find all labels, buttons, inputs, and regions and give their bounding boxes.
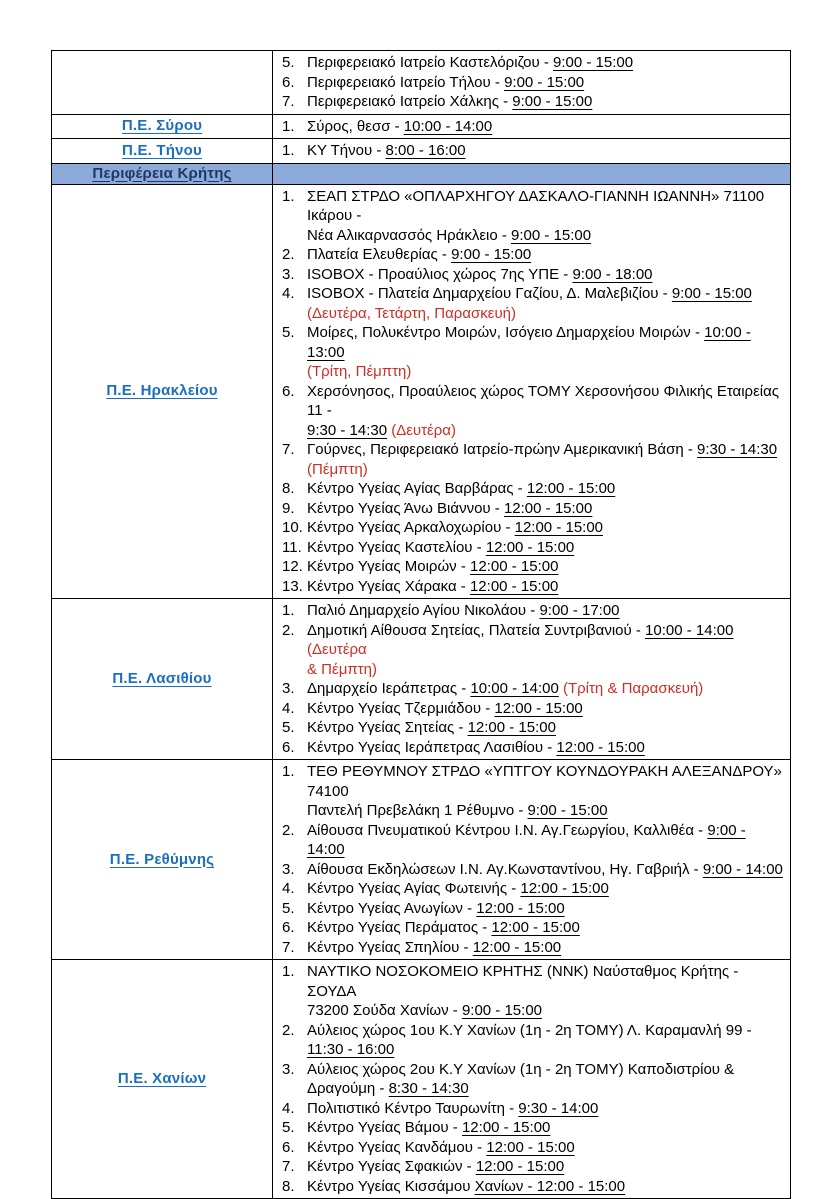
location-text: Κέντρο Υγείας Σφακιών - xyxy=(307,1158,476,1175)
hours-text: 12:00 - 15:00 xyxy=(491,919,580,936)
hours-text: 10:00 - 13:00 xyxy=(307,324,751,361)
item-number: 3. xyxy=(282,265,295,283)
region-link[interactable]: Π.Ε. Ρεθύμνης xyxy=(109,850,215,868)
item-text xyxy=(307,1177,784,1197)
hours-text: 9:00 - 14:00 xyxy=(307,821,746,858)
item-number: 4. xyxy=(282,1099,295,1117)
location-item xyxy=(282,1177,784,1197)
item-number: 8. xyxy=(282,1177,295,1195)
location-text: Περιφερειακό Ιατρείο Καστελόριζου - xyxy=(307,54,554,71)
item-text xyxy=(307,323,784,382)
hours-text: 10:00 - 14:00 xyxy=(645,621,734,639)
hours-text: 12:00 - 15:00 xyxy=(467,719,556,736)
item-number: 4. xyxy=(282,880,295,897)
item-text xyxy=(307,187,784,246)
location-text: Κέντρο Υγείας Μοιρών - xyxy=(307,558,471,575)
hours-text: Χανίων - 12:00 - 15:00 xyxy=(474,1177,626,1195)
item-number: 1. xyxy=(282,187,295,205)
item-number: 8. xyxy=(282,480,295,497)
item-text xyxy=(307,538,784,558)
item-number: 10. xyxy=(282,519,303,536)
location-item xyxy=(282,1099,784,1119)
table-row xyxy=(52,139,791,164)
region-label-cell xyxy=(52,114,273,139)
vaccination-points-table-wrap xyxy=(51,50,791,1199)
hours-text: 10:00 - 14:00 xyxy=(470,680,559,697)
location-text: Παλιό Δημαρχείο Αγίου Νικολάου - xyxy=(307,602,540,619)
location-text: ISOBOX - Προαύλιος χώρος 7ης ΥΠΕ - xyxy=(307,265,573,283)
location-text: Κέντρο Υγείας Σπηλίου - xyxy=(307,938,473,956)
location-item xyxy=(282,117,784,137)
item-text xyxy=(307,479,784,499)
region-label-cell xyxy=(52,960,273,1199)
days-note: (Δευτέρα) xyxy=(387,421,456,439)
location-text: Πλατεία Ελευθερίας - xyxy=(307,246,452,263)
item-text xyxy=(307,821,784,860)
location-text: Κέντρο Υγείας Ανωγίων - xyxy=(307,899,477,917)
hours-text: 12:00 - 15:00 xyxy=(476,899,565,917)
item-number: 5. xyxy=(282,324,295,341)
hours-text: 9:00 - 15:00 xyxy=(511,226,592,244)
location-text: Πολιτιστικό Κέντρο Ταυρωνίτη - xyxy=(307,1099,519,1117)
hours-text: 12:00 - 15:00 xyxy=(472,938,562,956)
item-text xyxy=(307,73,784,93)
item-text xyxy=(307,440,784,479)
item-text xyxy=(307,1021,784,1060)
hours-text: 9:30 - 14:00 xyxy=(518,1099,599,1117)
location-text: ΝΑΥΤΙΚΟ ΝΟΣΟΚΟΜΕΙΟ ΚΡΗΤΗΣ (ΝΝΚ) Ναύσταθμος Κρήτης - ΣΟΥΔΑ xyxy=(307,963,739,1000)
location-text: Κέντρο Υγείας Χάρακα - xyxy=(307,577,470,595)
location-text: Αύλειος χώρος 2ου Κ.Υ Χανίων (1η - 2η ΤΟΜΥ) Καποδιστρίου & xyxy=(307,1060,735,1078)
location-text: Χερσόνησος, Προαύλειος χώρος ΤΟΜΥ Χερσονήσου Φιλικής Εταιρείας 11 - xyxy=(307,382,779,419)
location-item xyxy=(282,518,784,538)
item-number: 7. xyxy=(282,441,295,458)
locations-cell xyxy=(273,114,791,139)
hours-text: 12:00 - 15:00 xyxy=(494,699,583,717)
location-text: Κέντρο Υγείας Αγίας Φωτεινής - xyxy=(307,880,521,897)
item-number: 12. xyxy=(282,558,303,575)
item-number: 1. xyxy=(282,602,295,619)
location-text: Δημοτική Αίθουσα Σητείας, Πλατεία Συντριβανιού - xyxy=(307,621,646,639)
hours-text: 9:30 - 14:30 xyxy=(307,421,388,439)
item-number: 2. xyxy=(282,246,295,263)
location-item xyxy=(282,265,784,285)
location-text: Αίθουσα Πνευματικού Κέντρου Ι.Ν. Αγ.Γεωργίου, Καλλιθέα - xyxy=(307,821,708,839)
item-text xyxy=(307,557,784,577)
item-text xyxy=(307,92,784,112)
item-number: 6. xyxy=(282,1138,295,1156)
item-text xyxy=(307,1118,784,1138)
hours-text: 12:00 - 15:00 xyxy=(556,738,645,756)
item-text xyxy=(307,762,784,821)
hours-text: 12:00 - 15:00 xyxy=(461,1119,551,1136)
location-item xyxy=(282,382,784,441)
hours-text: 8:00 - 16:00 xyxy=(385,142,466,159)
item-number: 1. xyxy=(282,963,295,980)
location-item xyxy=(282,962,784,1021)
item-text xyxy=(307,899,784,919)
location-item xyxy=(282,918,784,938)
region-label-cell xyxy=(52,184,273,599)
hours-text: 9:00 - 17:00 xyxy=(539,602,620,619)
location-text: ΚΥ Τήνου - xyxy=(307,142,386,159)
location-text: Αύλειος χώρος 1ου Κ.Υ Χανίων (1η - 2η ΤΟΜΥ) Λ. Καραμανλή 99 - xyxy=(307,1021,752,1039)
hours-text: 12:00 - 15:00 xyxy=(526,480,616,497)
location-item xyxy=(282,245,784,265)
hours-text: 12:00 - 15:00 xyxy=(503,499,593,517)
location-text: Κέντρο Υγείας Καστελίου - xyxy=(307,538,486,556)
location-text: ISOBOX - Πλατεία Δημαρχείου Γαζίου, Δ. Μαλεβιζίου - xyxy=(307,285,672,302)
location-text: Κέντρο Υγείας Άνω Βιάννου - xyxy=(307,499,504,517)
location-item xyxy=(282,1118,784,1138)
item-text xyxy=(307,284,784,323)
hours-text: 9:00 - 15:00 xyxy=(461,1002,542,1019)
location-item xyxy=(282,499,784,519)
item-number: 4. xyxy=(282,699,295,717)
item-number: 7. xyxy=(282,93,295,110)
location-item xyxy=(282,738,784,758)
item-text xyxy=(307,860,784,880)
location-text: Νέα Αλικαρνασσός Ηράκλειο - xyxy=(307,226,512,244)
item-number: 6. xyxy=(282,73,295,91)
item-number: 5. xyxy=(282,1119,295,1136)
item-text xyxy=(307,718,784,738)
region-link[interactable]: Π.Ε. Σύρου xyxy=(121,117,203,135)
location-item xyxy=(282,1060,784,1099)
location-item xyxy=(282,601,784,621)
location-text: Κέντρο Υγείας Αγίας Βαρβάρας - xyxy=(307,480,527,497)
hours-text: 9:00 - 15:00 xyxy=(553,54,634,71)
locations-cell xyxy=(273,163,791,184)
region-label-cell xyxy=(52,51,273,115)
locations-cell xyxy=(273,760,791,960)
hours-text: 11:30 - 16:00 xyxy=(307,1041,395,1058)
location-text: Κέντρο Υγείας Κανδάμου - xyxy=(307,1138,487,1156)
days-note: (Πέμπτη) xyxy=(307,460,368,478)
item-text xyxy=(307,117,784,137)
location-item xyxy=(282,699,784,719)
locations-cell xyxy=(273,51,791,115)
regions-table xyxy=(51,50,791,1199)
location-item xyxy=(282,577,784,597)
hours-text: 9:00 - 14:00 xyxy=(702,860,783,878)
section-header-row xyxy=(52,163,791,184)
location-item xyxy=(282,1021,784,1060)
location-text: Κέντρο Υγείας Αρκαλοχωρίου - xyxy=(307,519,515,536)
item-text xyxy=(307,518,784,538)
hours-text: 9:00 - 15:00 xyxy=(504,73,585,91)
item-text xyxy=(307,601,784,621)
item-text xyxy=(307,879,784,899)
hours-text: 12:00 - 15:00 xyxy=(475,1158,565,1175)
location-text: Κέντρο Υγείας Ιεράπετρας Λασιθίου - xyxy=(307,738,557,756)
item-number: 6. xyxy=(282,919,295,936)
item-text xyxy=(307,499,784,519)
item-number: 1. xyxy=(282,763,295,780)
item-number: 3. xyxy=(282,1060,295,1078)
location-text: Γούρνες, Περιφερειακό Ιατρείο-πρώην Αμερικανική Βάση - xyxy=(307,441,698,458)
item-text xyxy=(307,679,784,699)
table-row xyxy=(52,960,791,1199)
item-text xyxy=(307,918,784,938)
location-text: 73200 Σούδα Χανίων - xyxy=(307,1002,462,1019)
location-text: Αίθουσα Εκδηλώσεων Ι.Ν. Αγ.Κωνσταντίνου, Ηγ. Γαβριήλ - xyxy=(307,860,703,878)
location-item xyxy=(282,323,784,382)
item-text xyxy=(307,962,784,1021)
hours-text: 12:00 - 15:00 xyxy=(469,577,559,595)
region-label-cell xyxy=(52,163,273,184)
location-item xyxy=(282,621,784,680)
location-text: Δραγούμη - xyxy=(307,1080,389,1097)
table-row xyxy=(52,184,791,599)
locations-cell xyxy=(273,599,791,760)
table-row xyxy=(52,599,791,760)
location-text: Παντελή Πρεβελάκη 1 Ρέθυμνο - xyxy=(307,802,528,819)
location-text: Κέντρο Υγείας Σητείας - xyxy=(307,719,468,736)
item-number: 13. xyxy=(282,577,303,595)
region-link[interactable]: Π.Ε. Τήνου xyxy=(122,141,202,159)
location-item xyxy=(282,762,784,821)
location-item xyxy=(282,860,784,880)
item-number: 1. xyxy=(282,117,295,135)
location-item xyxy=(282,679,784,699)
hours-text: 8:30 - 14:30 xyxy=(388,1080,469,1097)
item-number: 4. xyxy=(282,285,295,302)
item-number: 6. xyxy=(282,738,295,756)
hours-text: 9:00 - 15:00 xyxy=(671,285,752,302)
item-text xyxy=(307,1157,784,1177)
item-number: 2. xyxy=(282,821,295,839)
locations-cell xyxy=(273,184,791,599)
location-text: Δημαρχείο Ιεράπετρας - xyxy=(307,680,471,697)
location-text: Περιφερειακό Ιατρείο Τήλου - xyxy=(307,73,505,91)
item-text xyxy=(307,738,784,758)
location-item xyxy=(282,92,784,112)
location-item xyxy=(282,821,784,860)
location-text: Κέντρο Υγείας Περάματος - xyxy=(307,919,492,936)
location-item xyxy=(282,1157,784,1177)
hours-text: 9:00 - 18:00 xyxy=(572,265,653,283)
hours-text: 9:30 - 14:30 xyxy=(697,441,778,458)
item-text xyxy=(307,382,784,441)
item-number: 2. xyxy=(282,621,295,639)
item-text xyxy=(307,245,784,265)
region-label-cell xyxy=(52,760,273,960)
regions-table-body xyxy=(52,51,791,1199)
table-row xyxy=(52,760,791,960)
region-label-cell xyxy=(52,599,273,760)
days-note: (Δευτέρα, Τετάρτη, Παρασκευή) xyxy=(307,304,516,322)
item-text xyxy=(307,53,784,73)
item-text xyxy=(307,577,784,597)
location-text: Κέντρο Υγείας Τζερμιάδου - xyxy=(307,699,495,717)
item-text xyxy=(307,141,784,161)
location-item xyxy=(282,899,784,919)
region-link[interactable]: Π.Ε. Λασιθίου xyxy=(112,670,212,687)
days-note: (Δευτέρα xyxy=(307,641,367,658)
item-text xyxy=(307,1060,784,1099)
location-item xyxy=(282,479,784,499)
location-text: ΤΕΘ ΡΕΘΥΜΝΟΥ ΣΤΡΔΟ «ΥΠΤΓΟΥ ΚΟΥΝΔΟΥΡΑΚΗ ΑΛΕΞΑΝΔΡΟΥ» 74100 xyxy=(307,763,782,800)
location-item xyxy=(282,879,784,899)
region-link[interactable]: Π.Ε. Ηρακλείου xyxy=(106,382,218,400)
region-label-cell xyxy=(52,139,273,164)
days-note: & Πέμπτη) xyxy=(307,660,377,678)
location-text: Κέντρο Υγείας Βάμου - xyxy=(307,1119,462,1136)
item-text xyxy=(307,1138,784,1158)
item-number: 2. xyxy=(282,1021,295,1039)
hours-text: 12:00 - 15:00 xyxy=(520,880,609,897)
location-item xyxy=(282,53,784,73)
location-item xyxy=(282,187,784,246)
hours-text: 10:00 - 14:00 xyxy=(403,117,493,135)
location-text: ΣΕΑΠ ΣΤΡΔΟ «ΟΠΛΑΡΧΗΓΟΥ ΔΑΣΚΑΛΟ-ΓΙΑΝΝΗ ΙΩΑΝΝΗ» 71100 Ικάρου - xyxy=(307,187,765,224)
table-row xyxy=(52,51,791,115)
section-header-label: Περιφέρεια Κρήτης xyxy=(92,164,232,182)
location-item xyxy=(282,557,784,577)
item-number: 6. xyxy=(282,382,295,400)
item-text xyxy=(307,699,784,719)
item-number: 5. xyxy=(282,899,295,917)
hours-text: 12:00 - 15:00 xyxy=(485,538,575,556)
item-text xyxy=(307,265,784,285)
days-note: (Τρίτη & Παρασκευή) xyxy=(558,680,704,697)
item-number: 3. xyxy=(282,860,295,878)
location-item xyxy=(282,73,784,93)
days-note: (Τρίτη, Πέμπτη) xyxy=(307,363,412,380)
item-number: 9. xyxy=(282,499,295,517)
region-link[interactable]: Π.Ε. Χανίων xyxy=(117,1070,207,1087)
item-number: 7. xyxy=(282,938,295,956)
hours-text: 12:00 - 15:00 xyxy=(470,558,559,575)
item-text xyxy=(307,621,784,680)
table-row xyxy=(52,114,791,139)
item-text xyxy=(307,938,784,958)
location-item xyxy=(282,718,784,738)
item-number: 5. xyxy=(282,719,295,736)
hours-text: 9:00 - 15:00 xyxy=(451,246,532,263)
hours-text: 12:00 - 15:00 xyxy=(514,519,604,536)
item-text xyxy=(307,1099,784,1119)
locations-cell xyxy=(273,960,791,1199)
location-item xyxy=(282,440,784,479)
location-text: Μοίρες, Πολυκέντρο Μοιρών, Ισόγειο Δημαρχείου Μοιρών - xyxy=(307,324,705,341)
location-item xyxy=(282,538,784,558)
item-number: 11. xyxy=(282,538,302,556)
location-text: Περιφερειακό Ιατρείο Χάλκης - xyxy=(307,93,513,110)
hours-text: 9:00 - 15:00 xyxy=(512,93,593,110)
hours-text: 9:00 - 15:00 xyxy=(527,802,608,819)
location-item xyxy=(282,284,784,323)
location-item xyxy=(282,1138,784,1158)
location-item xyxy=(282,141,784,161)
location-item xyxy=(282,938,784,958)
item-number: 3. xyxy=(282,680,295,697)
hours-text: 12:00 - 15:00 xyxy=(486,1138,575,1156)
locations-cell xyxy=(273,139,791,164)
location-text: Κέντρο Υγείας Κισσάμου xyxy=(307,1177,475,1195)
item-number: 5. xyxy=(282,54,295,71)
location-text: Σύρος, θεσσ - xyxy=(307,117,404,135)
item-number: 7. xyxy=(282,1158,295,1175)
item-number: 1. xyxy=(282,142,295,159)
